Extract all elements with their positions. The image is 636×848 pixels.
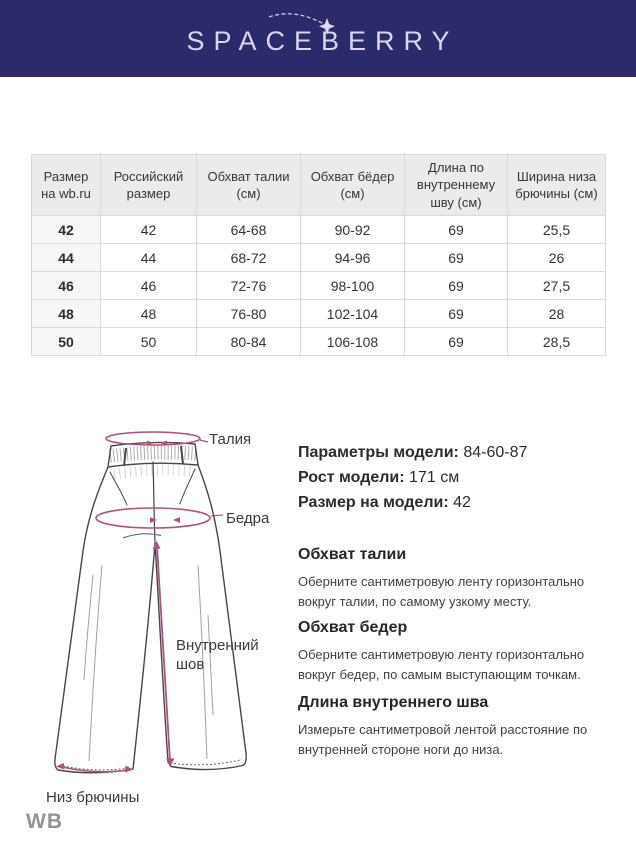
cell-hem-width: 28 [508,300,606,328]
cell-hips: 94-96 [301,244,405,272]
section-hips-title: Обхват бедер [298,619,408,636]
pants-sketch [55,442,246,772]
model-params-value: 84-60-87 [463,444,528,461]
cell-hem-width: 27,5 [508,272,606,300]
cell-inseam: 69 [405,216,508,244]
pants-outline [55,442,246,772]
cell-waist: 80-84 [197,328,301,356]
cell-hips: 106-108 [301,328,405,356]
model-params-label: Параметры модели: [298,444,459,461]
cell-ru-size: 42 [101,216,197,244]
wb-watermark: WB [26,810,63,833]
cell-waist: 76-80 [197,300,301,328]
cell-wb-size: 50 [32,328,101,356]
section-inseam-body: Измерьте сантиметровой лентой расстояние по внутренней стороне ноги до низа. [298,722,588,757]
model-height-label: Рост модели: [298,469,405,486]
inseam-label-text: Внутренний шов [176,637,259,673]
model-params-line [298,440,527,465]
col-header-waist: Обхват талии (см) [197,155,301,216]
cell-hem-width: 28,5 [508,328,606,356]
cell-wb-size: 48 [32,300,101,328]
table-row [32,244,606,272]
cell-hips: 90-92 [301,216,405,244]
section-waist-title: Обхват талии [298,546,407,563]
cell-inseam: 69 [405,244,508,272]
table-row [32,272,606,300]
col-header-hips: Обхват бёдер (см) [301,155,405,216]
brand-logo [0,0,636,77]
cell-inseam: 69 [405,328,508,356]
section-inseam [298,693,620,760]
col-header-hem-width: Ширина низа брючины (см) [508,155,606,216]
cell-ru-size: 44 [101,244,197,272]
model-info [298,440,527,515]
pants-measurement-diagram [30,415,295,815]
brand-header [0,0,636,77]
cell-ru-size: 46 [101,272,197,300]
section-inseam-title: Длина внутреннего шва [298,694,489,711]
brand-logo-text: SPACEBERRY [186,26,459,56]
model-size-line [298,490,527,515]
cell-hem-width: 25,5 [508,216,606,244]
table-row [32,300,606,328]
cell-inseam: 69 [405,272,508,300]
section-hips-body: Оберните сантиметровую ленту горизонтально вокруг бедер, по самым выступающим точкам. [298,647,585,682]
cell-waist: 72-76 [197,272,301,300]
section-waist [298,545,620,612]
cell-wb-size: 46 [32,272,101,300]
col-header-inseam: Длина по внутреннему шву (см) [405,155,508,216]
section-waist-body: Оберните сантиметровую ленту горизонтально вокруг талии, по самому узкому месту. [298,574,585,609]
waist-label: Талия [209,431,252,448]
section-hips [298,618,620,685]
cell-hips: 102-104 [301,300,405,328]
cell-waist: 64-68 [197,216,301,244]
cell-ru-size: 48 [101,300,197,328]
model-height-value: 171 см [409,469,460,486]
col-header-wb-size: Размер на wb.ru [32,155,101,216]
cell-wb-size: 42 [32,216,101,244]
table-header-row [32,155,606,216]
inseam-label [176,636,278,680]
cell-hem-width: 26 [508,244,606,272]
model-size-label: Размер на модели: [298,494,449,511]
model-height-line [298,465,527,490]
hem-label: Низ брючины [46,789,140,806]
cell-inseam: 69 [405,300,508,328]
table-row [32,328,606,356]
size-chart-table [31,154,606,356]
table-row [32,216,606,244]
model-size-value: 42 [453,494,471,511]
cell-hips: 98-100 [301,272,405,300]
cell-ru-size: 50 [101,328,197,356]
cell-waist: 68-72 [197,244,301,272]
cell-wb-size: 44 [32,244,101,272]
hips-label: Бедра [226,510,270,527]
col-header-ru-size: Российский размер [101,155,197,216]
